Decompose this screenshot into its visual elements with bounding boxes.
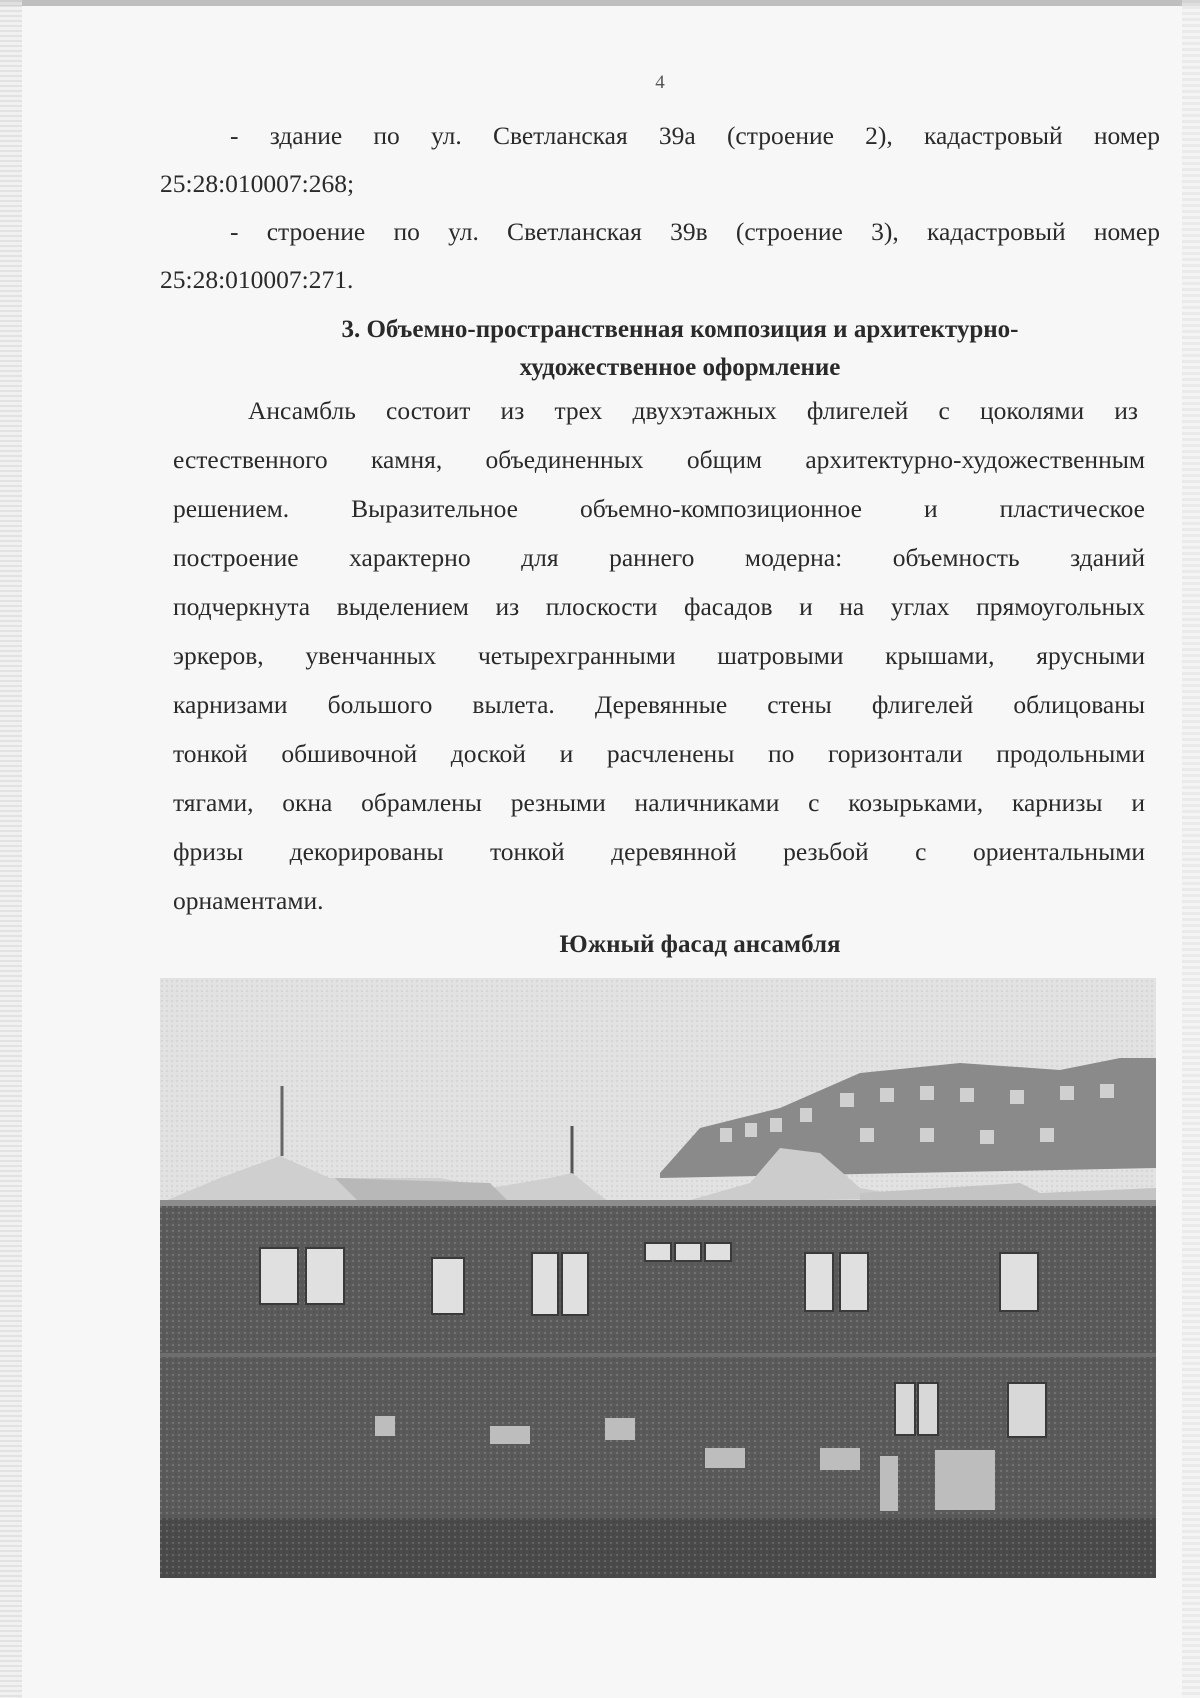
section-title-line-1: 3. Объемно-пространственная композиция и архитектурно- xyxy=(341,316,1019,343)
paragraph-line: естественного камня, объединенных общим архитектурно-художественным xyxy=(173,445,1145,474)
paragraph-line: подчеркнута выделением из плоскости фасадов и на углах прямоугольных xyxy=(173,592,1145,621)
paragraph-line: карнизами большого вылета. Деревянные стены флигелей облицованы xyxy=(173,690,1145,719)
scan-edge-right xyxy=(1182,0,1200,1698)
section-title-line-2: художественное оформление xyxy=(519,354,841,381)
paragraph-line: тонкой обшивочной доской и расчленены по горизонтали продольными xyxy=(173,739,1145,768)
scan-edge-top xyxy=(0,0,1200,6)
paragraph-line: Ансамбль состоит из трех двухэтажных флигелей с цоколями из xyxy=(248,396,1138,425)
scan-edge-left xyxy=(0,0,22,1698)
paragraph-line: фризы декорированы тонкой деревянной резьбой с ориентальными xyxy=(173,837,1145,866)
paragraph-line: эркеров, увенчанных четырехгранными шатровыми крышами, ярусными xyxy=(173,641,1145,670)
list-item-2-line-1: - строение по ул. Светланская 39в (строение 3), кадастровый номер xyxy=(230,217,1160,246)
paragraph-line: тягами, окна обрамлены резными наличниками с козырьками, карнизы и xyxy=(173,788,1145,817)
figure-caption: Южный фасад ансамбля xyxy=(559,931,841,958)
paragraph-line: построение характерно для раннего модерна: объемность зданий xyxy=(173,543,1145,572)
page-number: 4 xyxy=(655,72,665,93)
list-item-1-line-1: - здание по ул. Светланская 39а (строение 2), кадастровый номер xyxy=(230,121,1160,150)
paragraph-line: орнаментами. xyxy=(173,886,324,915)
list-item-2-line-2: 25:28:010007:271. xyxy=(160,265,354,294)
paragraph-line: решением. Выразительное объемно-композиционное и пластическое xyxy=(173,494,1145,523)
section-paragraph xyxy=(173,386,1145,925)
list-item-1-line-2: 25:28:010007:268; xyxy=(160,169,355,198)
facade-photo xyxy=(160,978,1156,1578)
